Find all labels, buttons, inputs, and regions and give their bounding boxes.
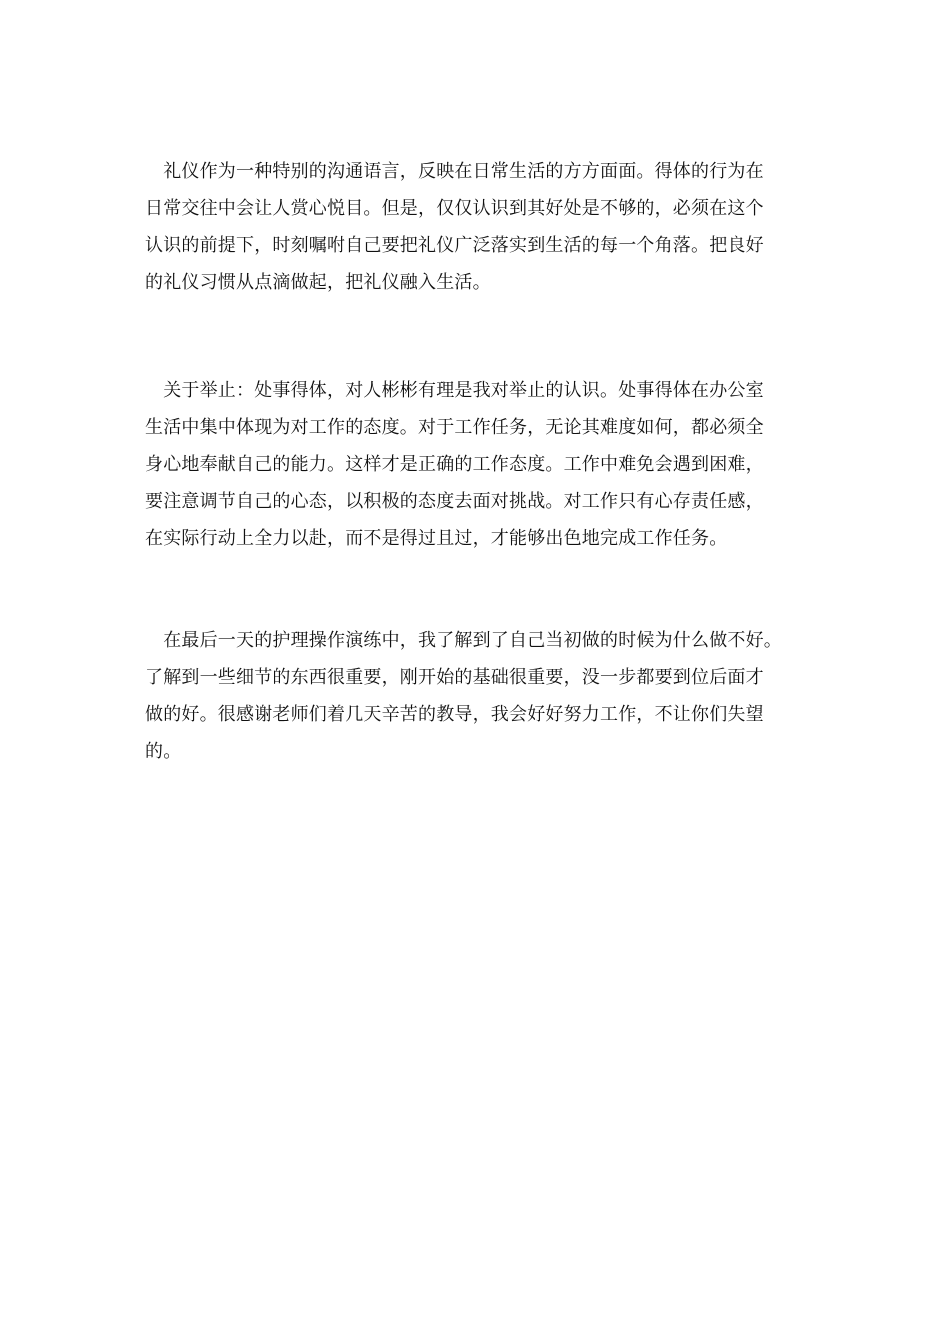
paragraph-line: 身心地奉献自己的能力。这样才是正确的工作态度。工作中难免会遇到困难， [145,454,764,475]
paragraph-line: 生活中集中体现为对工作的态度。对于工作任务，无论其难度如何，都必须全 [145,417,764,438]
paragraph-line: 认识的前提下，时刻嘱咐自己要把礼仪广泛落实到生活的每一个角落。把良好 [145,235,764,256]
paragraph-line: 关于举止：处事得体，对人彬彬有理是我对举止的认识。处事得体在办公室 [145,380,764,401]
paragraph-line: 了解到一些细节的东西很重要，刚开始的基础很重要，没一步都要到位后面才 [145,667,764,688]
paragraph-nursing-practice [145,622,815,770]
paragraph-line: 要注意调节自己的心态，以积极的态度去面对挑战。对工作只有心存责任感， [145,491,764,512]
paragraph-line: 日常交往中会让人赏心悦目。但是，仅仅认识到其好处是不够的，必须在这个 [145,198,764,219]
paragraph-line: 礼仪作为一种特别的沟通语言，反映在日常生活的方方面面。得体的行为在 [145,161,764,182]
paragraph-line: 的礼仪习惯从点滴做起，把礼仪融入生活。 [145,272,491,293]
paragraph-line: 做的好。很感谢老师们着几天辛苦的教导，我会好好努力工作，不让你们失望 [145,704,764,725]
paragraph-line: 在实际行动上全力以赴，而不是得过且过，才能够出色地完成工作任务。 [145,528,728,549]
paragraph-line: 的。 [145,741,182,762]
paragraph-line: 在最后一天的护理操作演练中，我了解到了自己当初做的时候为什么做不好。 [145,630,782,651]
paragraph-etiquette [145,153,815,301]
paragraph-conduct [145,372,815,557]
